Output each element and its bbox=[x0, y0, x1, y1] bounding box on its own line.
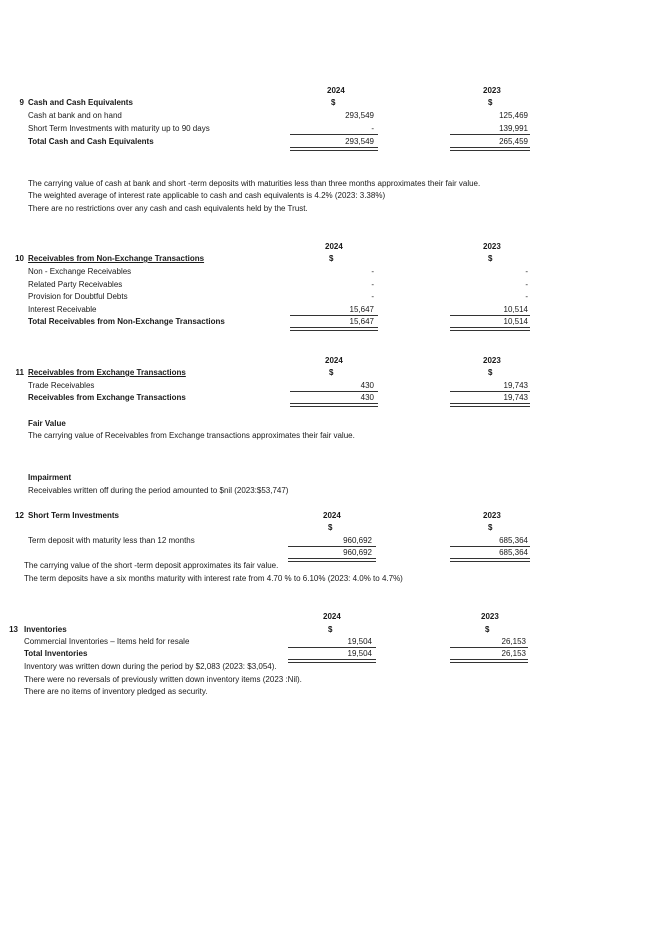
value-2023: 139,991 bbox=[499, 124, 528, 133]
section-title: Receivables from Non-Exchange Transactions bbox=[28, 254, 205, 263]
value-2023: 10,514 bbox=[503, 305, 528, 314]
value-2024: 19,504 bbox=[347, 637, 372, 646]
total-double-rule bbox=[450, 403, 530, 407]
value-2024: - bbox=[371, 124, 374, 133]
row-label: Provision for Doubtful Debts bbox=[28, 292, 128, 301]
total-2023: 26,153 bbox=[501, 649, 526, 658]
total-double-rule bbox=[288, 558, 376, 562]
year-2024-header: 2024 bbox=[323, 511, 341, 520]
total-double-rule bbox=[450, 659, 528, 663]
currency-2024: $ bbox=[329, 254, 334, 263]
row-label: Non - Exchange Receivables bbox=[28, 267, 132, 276]
year-2024-header: 2024 bbox=[325, 242, 343, 251]
total-2023: 10,514 bbox=[503, 317, 528, 326]
total-2024: 960,692 bbox=[343, 548, 372, 557]
currency-2023: $ bbox=[485, 625, 490, 634]
row-label: Term deposit with maturity less than 12 months bbox=[28, 536, 195, 545]
row-label: Commercial Inventories – Items held for resale bbox=[24, 637, 190, 646]
note-text: The weighted average of interest rate applicable to cash and cash equivalents is 4.2% (2023: 3.38%) bbox=[28, 191, 386, 200]
total-2024: 293,549 bbox=[345, 137, 374, 146]
note-text: There were no reversals of previously written down inventory items (2023 :Nil). bbox=[24, 675, 302, 684]
fair-value-text: The carrying value of Receivables from Exchange transactions approximates their fair value. bbox=[28, 431, 355, 440]
note-number: 9 bbox=[19, 98, 24, 107]
value-2024: 293,549 bbox=[345, 111, 374, 120]
year-2023-header: 2023 bbox=[483, 356, 501, 365]
impairment-heading: Impairment bbox=[28, 473, 72, 482]
value-2023: - bbox=[525, 267, 528, 276]
row-label: Cash at bank and on hand bbox=[28, 111, 122, 120]
row-label: Short Term Investments with maturity up to 90 days bbox=[28, 124, 210, 133]
section-title: Receivables from Exchange Transactions bbox=[28, 368, 186, 377]
total-2023: 685,364 bbox=[499, 548, 528, 557]
total-2024: 19,504 bbox=[347, 649, 372, 658]
note-text: The carrying value of cash at bank and short -term deposits with maturities less than three months approximates their fair value. bbox=[28, 179, 481, 188]
subtotal-rule bbox=[450, 546, 530, 547]
section-title: Inventories bbox=[24, 625, 67, 634]
value-2023: 125,469 bbox=[499, 111, 528, 120]
value-2023: - bbox=[525, 292, 528, 301]
subtotal-rule bbox=[450, 391, 530, 392]
note-text: There are no restrictions over any cash and cash equivalents held by the Trust. bbox=[28, 204, 308, 213]
currency-2024: $ bbox=[331, 98, 336, 107]
total-double-rule bbox=[288, 659, 376, 663]
value-2024: 430 bbox=[360, 381, 374, 390]
value-2023: 26,153 bbox=[501, 637, 526, 646]
total-double-rule bbox=[290, 403, 378, 407]
note-text: The carrying value of the short -term deposit approximates its fair value. bbox=[24, 561, 279, 570]
currency-2023: $ bbox=[488, 98, 493, 107]
total-label: Receivables from Exchange Transactions bbox=[28, 393, 186, 402]
total-label: Total Inventories bbox=[24, 649, 88, 658]
subtotal-rule bbox=[288, 647, 376, 648]
currency-2024: $ bbox=[329, 368, 334, 377]
section-title: Short Term Investments bbox=[28, 511, 119, 520]
value-2023: - bbox=[525, 280, 528, 289]
total-label: Total Receivables from Non-Exchange Transactions bbox=[28, 317, 225, 326]
year-2024-header: 2024 bbox=[323, 612, 341, 621]
total-2024: 430 bbox=[360, 393, 374, 402]
value-2024: - bbox=[371, 292, 374, 301]
year-2024-header: 2024 bbox=[325, 356, 343, 365]
note-number: 11 bbox=[15, 368, 24, 377]
total-2023: 265,459 bbox=[499, 137, 528, 146]
subtotal-rule bbox=[288, 546, 376, 547]
year-2023-header: 2023 bbox=[483, 511, 501, 520]
currency-2024: $ bbox=[328, 523, 333, 532]
section-title: Cash and Cash Equivalents bbox=[28, 98, 133, 107]
year-2023-header: 2023 bbox=[483, 242, 501, 251]
year-2023-header: 2023 bbox=[483, 86, 501, 95]
note-number: 12 bbox=[15, 511, 24, 520]
currency-2023: $ bbox=[488, 523, 493, 532]
total-double-rule bbox=[290, 327, 378, 331]
subtotal-rule bbox=[450, 647, 528, 648]
row-label: Related Party Receivables bbox=[28, 280, 123, 289]
row-label: Trade Receivables bbox=[28, 381, 95, 390]
value-2024: 960,692 bbox=[343, 536, 372, 545]
value-2024: - bbox=[371, 267, 374, 276]
value-2023: 685,364 bbox=[499, 536, 528, 545]
fair-value-heading: Fair Value bbox=[28, 419, 66, 428]
impairment-text: Receivables written off during the period amounted to $nil (2023:$53,747) bbox=[28, 486, 289, 495]
note-text: The term deposits have a six months maturity with interest rate from 4.70 % to 6.10% (2023: 4.0% to 4.7%) bbox=[24, 574, 403, 583]
currency-2024: $ bbox=[328, 625, 333, 634]
subtotal-rule bbox=[450, 315, 530, 316]
note-number: 13 bbox=[9, 625, 18, 634]
total-double-rule bbox=[450, 558, 530, 562]
currency-2023: $ bbox=[488, 254, 493, 263]
currency-2023: $ bbox=[488, 368, 493, 377]
value-2024: - bbox=[371, 280, 374, 289]
total-label: Total Cash and Cash Equivalents bbox=[28, 137, 154, 146]
year-2023-header: 2023 bbox=[481, 612, 499, 621]
total-double-rule bbox=[450, 327, 530, 331]
note-text: Inventory was written down during the period by $2,083 (2023: $3,054). bbox=[24, 662, 277, 671]
year-2024-header: 2024 bbox=[327, 86, 345, 95]
note-number: 10 bbox=[15, 254, 24, 263]
note-text: There are no items of inventory pledged as security. bbox=[24, 687, 208, 696]
subtotal-rule bbox=[290, 134, 378, 135]
subtotal-rule bbox=[290, 315, 378, 316]
total-2024: 15,647 bbox=[349, 317, 374, 326]
total-double-rule bbox=[450, 147, 530, 151]
total-2023: 19,743 bbox=[503, 393, 528, 402]
value-2023: 19,743 bbox=[503, 381, 528, 390]
row-label: Interest Receivable bbox=[28, 305, 97, 314]
subtotal-rule bbox=[450, 134, 530, 135]
subtotal-rule bbox=[290, 391, 378, 392]
value-2024: 15,647 bbox=[349, 305, 374, 314]
total-double-rule bbox=[290, 147, 378, 151]
